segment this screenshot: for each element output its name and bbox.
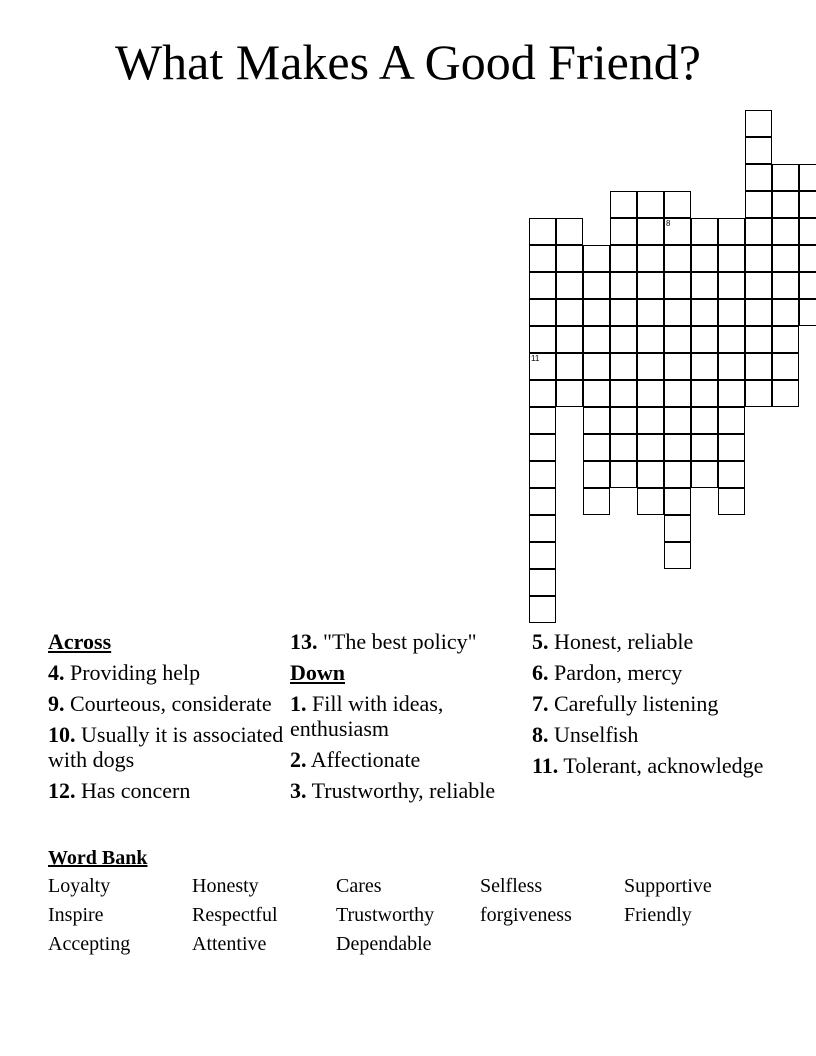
grid-cell[interactable] [583, 380, 610, 407]
word-bank-item: Selfless [480, 875, 543, 897]
word-bank-item: Inspire [48, 904, 104, 926]
clue-text: "The best policy" [317, 629, 477, 654]
grid-cell[interactable] [664, 461, 691, 488]
grid-cell[interactable] [529, 245, 556, 272]
clue-text: Usually it is associated with dogs [48, 722, 284, 772]
clue-text: Affectionate [306, 747, 421, 772]
grid-cell[interactable] [583, 326, 610, 353]
grid-cell[interactable] [772, 191, 799, 218]
grid-cell[interactable] [664, 353, 691, 380]
grid-cell[interactable] [772, 326, 799, 353]
clue-item [48, 660, 288, 685]
grid-cell[interactable] [772, 353, 799, 380]
grid-cell[interactable] [583, 299, 610, 326]
clue-column-1 [48, 629, 288, 809]
grid-cell[interactable] [610, 434, 637, 461]
clue-item [532, 722, 772, 747]
grid-cell[interactable] [718, 380, 745, 407]
clue-number-label: 5. [532, 629, 549, 654]
word-bank-item: Loyalty [48, 875, 111, 897]
clue-text: Carefully listening [548, 691, 719, 716]
grid-cell[interactable] [637, 434, 664, 461]
grid-cell[interactable] [529, 488, 556, 515]
word-bank-title: Word Bank [48, 847, 148, 869]
grid-cell[interactable] [529, 326, 556, 353]
grid-cell[interactable] [691, 353, 718, 380]
grid-cell[interactable] [691, 326, 718, 353]
grid-cell[interactable] [745, 218, 772, 245]
grid-cell[interactable] [637, 326, 664, 353]
clue-number-label: 4. [48, 660, 65, 685]
grid-cell[interactable] [637, 353, 664, 380]
clue-number-label: 7. [532, 691, 549, 716]
grid-cell[interactable] [556, 380, 583, 407]
word-bank-item: Attentive [192, 933, 267, 955]
grid-cell[interactable] [664, 542, 691, 569]
grid-cell[interactable] [556, 245, 583, 272]
clue-item [290, 629, 530, 654]
grid-cell[interactable] [691, 245, 718, 272]
across-heading: Across [48, 629, 112, 654]
grid-cell[interactable] [664, 245, 691, 272]
clue-text: Unselfish [548, 722, 639, 747]
grid-cell[interactable] [799, 164, 816, 191]
grid-cell[interactable] [556, 272, 583, 299]
grid-cell[interactable] [556, 218, 583, 245]
word-bank [48, 874, 788, 957]
grid-cell[interactable] [745, 380, 772, 407]
clue-number-label: 3. [290, 778, 307, 803]
clue-text: Providing help [64, 660, 201, 685]
grid-cell[interactable] [610, 407, 637, 434]
word-bank-item: Cares [336, 875, 382, 897]
clue-number-label: 1. [290, 691, 307, 716]
clue-text: Has concern [75, 778, 191, 803]
grid-cell[interactable] [718, 245, 745, 272]
grid-cell[interactable] [691, 272, 718, 299]
grid-cell[interactable] [637, 488, 664, 515]
grid-cell[interactable] [583, 272, 610, 299]
clue-item [290, 691, 530, 741]
grid-cell[interactable] [718, 272, 745, 299]
grid-cell[interactable] [745, 191, 772, 218]
grid-cell[interactable] [691, 218, 718, 245]
grid-cell[interactable] [664, 515, 691, 542]
clue-item [532, 629, 772, 654]
grid-cell[interactable] [691, 434, 718, 461]
grid-cell[interactable] [772, 218, 799, 245]
grid-cell[interactable] [529, 434, 556, 461]
grid-cell[interactable] [799, 299, 816, 326]
grid-cell[interactable] [529, 218, 556, 245]
grid-cell[interactable] [664, 326, 691, 353]
down-clues-continued [532, 629, 772, 778]
clue-number-label: 12. [48, 778, 76, 803]
grid-cell[interactable] [745, 326, 772, 353]
clue-text: Trustworthy, reliable [306, 778, 496, 803]
grid-cell[interactable] [799, 191, 816, 218]
grid-cell[interactable] [610, 299, 637, 326]
grid-cell[interactable] [556, 326, 583, 353]
grid-cell[interactable] [745, 164, 772, 191]
grid-cell[interactable] [664, 407, 691, 434]
grid-cell[interactable] [583, 488, 610, 515]
grid-cell[interactable] [583, 245, 610, 272]
grid-cell[interactable] [529, 596, 556, 623]
grid-cell[interactable] [718, 461, 745, 488]
word-bank-item: Supportive [624, 875, 712, 897]
grid-cell[interactable] [772, 299, 799, 326]
clue-number: 8 [666, 219, 671, 228]
grid-cell[interactable] [556, 299, 583, 326]
word-bank-item: Honesty [192, 875, 259, 897]
clue-number-label: 10. [48, 722, 76, 747]
word-bank-item: Trustworthy [336, 904, 435, 926]
grid-cell[interactable] [529, 353, 556, 380]
clue-item [48, 778, 288, 803]
clue-number-label: 6. [532, 660, 549, 685]
grid-cell[interactable] [664, 380, 691, 407]
clue-number-label: 13. [290, 629, 318, 654]
grid-cell[interactable] [718, 353, 745, 380]
grid-cell[interactable] [529, 380, 556, 407]
clue-number: 11 [531, 354, 540, 363]
grid-cell[interactable] [691, 407, 718, 434]
grid-cell[interactable] [745, 137, 772, 164]
across-clues-continued [290, 629, 530, 654]
grid-cell[interactable] [772, 164, 799, 191]
grid-cell[interactable] [718, 218, 745, 245]
grid-cell[interactable] [583, 407, 610, 434]
grid-cell[interactable] [529, 461, 556, 488]
down-clues [290, 691, 530, 803]
grid-cell[interactable] [637, 272, 664, 299]
grid-cell[interactable] [610, 326, 637, 353]
clue-column-3 [532, 629, 772, 784]
grid-cell[interactable] [691, 380, 718, 407]
clue-text: Honest, reliable [548, 629, 694, 654]
word-bank-item: Friendly [624, 904, 692, 926]
grid-cell[interactable] [529, 272, 556, 299]
grid-cell[interactable] [718, 407, 745, 434]
clue-text: Tolerant, acknowledge [558, 753, 764, 778]
word-bank-item: Respectful [192, 904, 278, 926]
word-bank-item: Dependable [336, 933, 432, 955]
grid-cell[interactable] [772, 245, 799, 272]
grid-cell[interactable] [718, 299, 745, 326]
grid-cell[interactable] [664, 488, 691, 515]
grid-cell[interactable] [637, 218, 664, 245]
grid-cell[interactable] [799, 272, 816, 299]
grid-cell[interactable] [664, 299, 691, 326]
grid-cell[interactable] [529, 299, 556, 326]
grid-cell[interactable] [610, 353, 637, 380]
grid-cell[interactable] [745, 299, 772, 326]
grid-cell[interactable] [529, 515, 556, 542]
grid-cell[interactable] [529, 407, 556, 434]
grid-cell[interactable] [610, 272, 637, 299]
grid-cell[interactable] [610, 191, 637, 218]
grid-cell[interactable] [583, 353, 610, 380]
clue-number-label: 9. [48, 691, 65, 716]
clue-item [48, 722, 288, 772]
clue-text: Courteous, considerate [64, 691, 272, 716]
grid-cell[interactable] [664, 191, 691, 218]
word-bank-item: Accepting [48, 933, 131, 955]
grid-cell[interactable] [637, 245, 664, 272]
grid-cell[interactable] [718, 434, 745, 461]
clue-text: Fill with ideas, enthusiasm [290, 691, 444, 741]
grid-cell[interactable] [583, 461, 610, 488]
clue-number-label: 8. [532, 722, 549, 747]
clue-column-2 [290, 629, 530, 809]
grid-cell[interactable] [610, 380, 637, 407]
grid-cell[interactable] [718, 326, 745, 353]
clue-item [290, 778, 530, 803]
grid-cell[interactable] [691, 461, 718, 488]
grid-cell[interactable] [556, 353, 583, 380]
clue-number-label: 2. [290, 747, 307, 772]
grid-cell[interactable] [664, 434, 691, 461]
grid-cell[interactable] [799, 218, 816, 245]
grid-cell[interactable] [529, 542, 556, 569]
clue-text: Pardon, mercy [548, 660, 683, 685]
grid-cell[interactable] [610, 218, 637, 245]
grid-cell[interactable] [745, 353, 772, 380]
grid-cell[interactable] [610, 245, 637, 272]
clue-item [48, 691, 288, 716]
down-heading: Down [290, 660, 346, 685]
grid-cell[interactable] [583, 434, 610, 461]
page-title: What Makes A Good Friend? [114, 34, 701, 90]
grid-cell[interactable] [664, 218, 691, 245]
grid-cell[interactable] [745, 272, 772, 299]
grid-cell[interactable] [637, 191, 664, 218]
grid-cell[interactable] [799, 245, 816, 272]
grid-cell[interactable] [745, 245, 772, 272]
grid-cell[interactable] [745, 110, 772, 137]
grid-cell[interactable] [610, 461, 637, 488]
grid-cell[interactable] [664, 272, 691, 299]
across-clues [48, 660, 288, 803]
grid-cell[interactable] [691, 299, 718, 326]
grid-cell[interactable] [718, 488, 745, 515]
clue-item [532, 691, 772, 716]
clue-item [532, 660, 772, 685]
grid-cell[interactable] [529, 569, 556, 596]
grid-cell[interactable] [637, 461, 664, 488]
clue-item [290, 747, 530, 772]
grid-cell[interactable] [772, 272, 799, 299]
clue-item [532, 753, 772, 778]
clue-number-label: 11. [532, 753, 559, 778]
grid-cell[interactable] [637, 380, 664, 407]
grid-cell[interactable] [637, 407, 664, 434]
word-bank-item: forgiveness [480, 904, 572, 926]
grid-cell[interactable] [637, 299, 664, 326]
grid-cell[interactable] [772, 380, 799, 407]
